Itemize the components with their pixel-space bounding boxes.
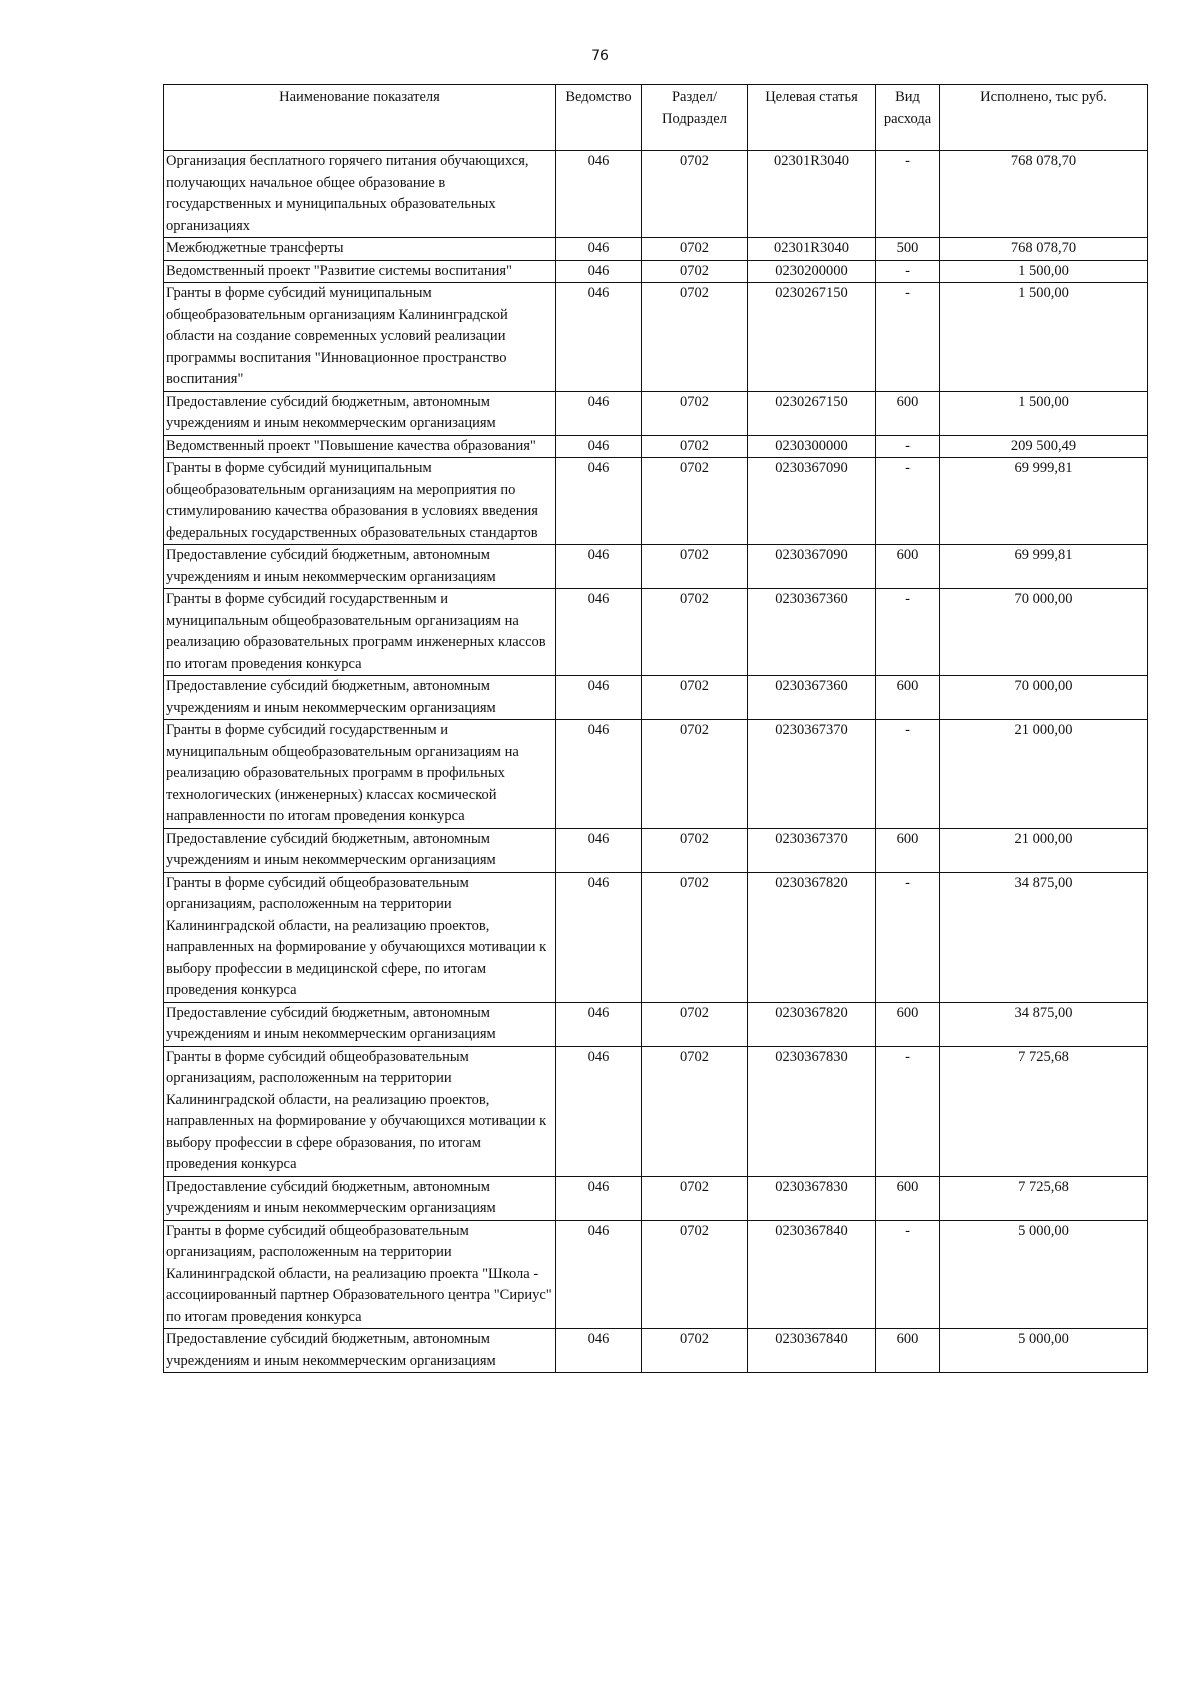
row-amount-cell: 768 078,70 <box>940 238 1148 261</box>
header-department: Ведомство <box>556 85 642 151</box>
table-row <box>164 151 1148 238</box>
row-amount-cell: 1 500,00 <box>940 260 1148 283</box>
row-department-cell: 046 <box>556 1176 642 1220</box>
row-department-cell: 046 <box>556 720 642 829</box>
row-expense-type-cell: - <box>876 151 940 238</box>
row-expense-type-cell: - <box>876 260 940 283</box>
header-executed-amount: Исполнено, тыс руб. <box>940 85 1148 151</box>
row-department-cell: 046 <box>556 238 642 261</box>
row-department-cell: 046 <box>556 828 642 872</box>
row-name-cell: Гранты в форме субсидий муниципальным общеобразовательным организациям Калининградской области на создание современных условий реализации программы воспитания "Инновационное пространство воспитания" <box>164 283 556 392</box>
table-row <box>164 391 1148 435</box>
row-name-cell: Предоставление субсидий бюджетным, автономным учреждениям и иным некоммерческим организациям <box>164 828 556 872</box>
row-amount-cell: 1 500,00 <box>940 391 1148 435</box>
row-name-cell: Организация бесплатного горячего питания обучающихся, получающих начальное общее образование в государственных и муниципальных образовательных организациях <box>164 151 556 238</box>
row-amount-cell: 5 000,00 <box>940 1220 1148 1329</box>
table-row <box>164 283 1148 392</box>
table-row <box>164 435 1148 458</box>
row-amount-cell: 70 000,00 <box>940 676 1148 720</box>
row-target-item-cell: 02301R3040 <box>748 238 876 261</box>
row-department-cell: 046 <box>556 545 642 589</box>
row-expense-type-cell: 600 <box>876 1329 940 1373</box>
row-target-item-cell: 0230367820 <box>748 1002 876 1046</box>
table-row <box>164 238 1148 261</box>
row-section-cell: 0702 <box>642 391 748 435</box>
row-section-cell: 0702 <box>642 589 748 676</box>
row-expense-type-cell: 600 <box>876 676 940 720</box>
row-section-cell: 0702 <box>642 1220 748 1329</box>
row-target-item-cell: 0230267150 <box>748 283 876 392</box>
row-department-cell: 046 <box>556 1002 642 1046</box>
header-section: Раздел/ Подраздел <box>642 85 748 151</box>
row-name-cell: Ведомственный проект "Повышение качества образования" <box>164 435 556 458</box>
row-expense-type-cell: - <box>876 872 940 1002</box>
row-section-cell: 0702 <box>642 676 748 720</box>
row-target-item-cell: 0230367820 <box>748 872 876 1002</box>
row-section-cell: 0702 <box>642 545 748 589</box>
row-section-cell: 0702 <box>642 828 748 872</box>
row-expense-type-cell: 600 <box>876 545 940 589</box>
row-target-item-cell: 0230367840 <box>748 1220 876 1329</box>
row-amount-cell: 768 078,70 <box>940 151 1148 238</box>
row-name-cell: Гранты в форме субсидий общеобразовательным организациям, расположенным на территории Калининградской области, на реализацию проектов, направленных на формирование у обучающихся мотивации к выбору профессии в сфере образования, по итогам проведения конкурса <box>164 1046 556 1176</box>
row-expense-type-cell: - <box>876 435 940 458</box>
row-name-cell: Предоставление субсидий бюджетным, автономным учреждениям и иным некоммерческим организациям <box>164 545 556 589</box>
row-section-cell: 0702 <box>642 1329 748 1373</box>
row-expense-type-cell: - <box>876 458 940 545</box>
row-section-cell: 0702 <box>642 238 748 261</box>
table-body <box>164 151 1148 1373</box>
row-amount-cell: 34 875,00 <box>940 1002 1148 1046</box>
row-section-cell: 0702 <box>642 872 748 1002</box>
row-section-cell: 0702 <box>642 260 748 283</box>
row-target-item-cell: 0230267150 <box>748 391 876 435</box>
row-department-cell: 046 <box>556 1329 642 1373</box>
row-name-cell: Гранты в форме субсидий государственным и муниципальным общеобразовательным организациям на реализацию образовательных программ в профильных технологических (инженерных) классах космической направленности по итогам проведения конкурса <box>164 720 556 829</box>
row-department-cell: 046 <box>556 589 642 676</box>
row-amount-cell: 7 725,68 <box>940 1176 1148 1220</box>
row-target-item-cell: 0230367360 <box>748 676 876 720</box>
row-name-cell: Предоставление субсидий бюджетным, автономным учреждениям и иным некоммерческим организациям <box>164 1002 556 1046</box>
row-name-cell: Межбюджетные трансферты <box>164 238 556 261</box>
row-amount-cell: 1 500,00 <box>940 283 1148 392</box>
row-amount-cell: 21 000,00 <box>940 828 1148 872</box>
header-target-item: Целевая статья <box>748 85 876 151</box>
row-expense-type-cell: 600 <box>876 1002 940 1046</box>
budget-table <box>163 84 1148 1373</box>
table-row <box>164 872 1148 1002</box>
row-name-cell: Предоставление субсидий бюджетным, автономным учреждениям и иным некоммерческим организациям <box>164 391 556 435</box>
row-target-item-cell: 0230367360 <box>748 589 876 676</box>
table-row <box>164 260 1148 283</box>
row-section-cell: 0702 <box>642 151 748 238</box>
row-section-cell: 0702 <box>642 720 748 829</box>
row-expense-type-cell: - <box>876 720 940 829</box>
row-department-cell: 046 <box>556 872 642 1002</box>
table-row <box>164 545 1148 589</box>
row-expense-type-cell: 500 <box>876 238 940 261</box>
row-expense-type-cell: - <box>876 1046 940 1176</box>
row-amount-cell: 5 000,00 <box>940 1329 1148 1373</box>
table-row <box>164 1046 1148 1176</box>
row-amount-cell: 209 500,49 <box>940 435 1148 458</box>
row-expense-type-cell: 600 <box>876 391 940 435</box>
row-target-item-cell: 02301R3040 <box>748 151 876 238</box>
row-department-cell: 046 <box>556 676 642 720</box>
row-name-cell: Предоставление субсидий бюджетным, автономным учреждениям и иным некоммерческим организациям <box>164 676 556 720</box>
row-target-item-cell: 0230300000 <box>748 435 876 458</box>
row-department-cell: 046 <box>556 1046 642 1176</box>
row-name-cell: Предоставление субсидий бюджетным, автономным учреждениям и иным некоммерческим организациям <box>164 1329 556 1373</box>
row-department-cell: 046 <box>556 260 642 283</box>
row-department-cell: 046 <box>556 435 642 458</box>
row-target-item-cell: 0230367370 <box>748 720 876 829</box>
row-section-cell: 0702 <box>642 283 748 392</box>
row-amount-cell: 69 999,81 <box>940 458 1148 545</box>
table-row <box>164 458 1148 545</box>
row-section-cell: 0702 <box>642 1046 748 1176</box>
row-department-cell: 046 <box>556 283 642 392</box>
row-expense-type-cell: - <box>876 283 940 392</box>
row-amount-cell: 7 725,68 <box>940 1046 1148 1176</box>
row-target-item-cell: 0230367830 <box>748 1176 876 1220</box>
row-name-cell: Гранты в форме субсидий муниципальным общеобразовательным организациям на мероприятия по стимулированию качества образования в условиях введения федеральных государственных образовательных стандартов <box>164 458 556 545</box>
row-department-cell: 046 <box>556 1220 642 1329</box>
row-section-cell: 0702 <box>642 1176 748 1220</box>
row-target-item-cell: 0230367090 <box>748 545 876 589</box>
row-department-cell: 046 <box>556 458 642 545</box>
row-section-cell: 0702 <box>642 458 748 545</box>
page-number: 76 <box>591 48 609 64</box>
row-expense-type-cell: - <box>876 1220 940 1329</box>
row-expense-type-cell: - <box>876 589 940 676</box>
row-name-cell: Гранты в форме субсидий общеобразовательным организациям, расположенным на территории Калининградской области, на реализацию проектов, направленных на формирование у обучающихся мотивации к выбору профессии в медицинской сфере, по итогам проведения конкурса <box>164 872 556 1002</box>
row-amount-cell: 70 000,00 <box>940 589 1148 676</box>
row-name-cell: Гранты в форме субсидий общеобразовательным организациям, расположенным на территории Калининградской области, на реализацию проекта "Школа - ассоциированный партнер Образовательного центра "Сириус" по итогам проведения конкурса <box>164 1220 556 1329</box>
table-row <box>164 828 1148 872</box>
table-row <box>164 1220 1148 1329</box>
row-amount-cell: 69 999,81 <box>940 545 1148 589</box>
row-name-cell: Предоставление субсидий бюджетным, автономным учреждениям и иным некоммерческим организациям <box>164 1176 556 1220</box>
row-expense-type-cell: 600 <box>876 1176 940 1220</box>
table-row <box>164 589 1148 676</box>
row-department-cell: 046 <box>556 391 642 435</box>
table-row <box>164 720 1148 829</box>
table-row <box>164 676 1148 720</box>
row-target-item-cell: 0230367090 <box>748 458 876 545</box>
row-target-item-cell: 0230367840 <box>748 1329 876 1373</box>
table-row <box>164 1329 1148 1373</box>
row-target-item-cell: 0230367830 <box>748 1046 876 1176</box>
row-section-cell: 0702 <box>642 1002 748 1046</box>
row-amount-cell: 21 000,00 <box>940 720 1148 829</box>
row-target-item-cell: 0230367370 <box>748 828 876 872</box>
row-name-cell: Гранты в форме субсидий государственным и муниципальным общеобразовательным организациям на реализацию образовательных программ инженерных классов по итогам проведения конкурса <box>164 589 556 676</box>
row-name-cell: Ведомственный проект "Развитие системы воспитания" <box>164 260 556 283</box>
row-amount-cell: 34 875,00 <box>940 872 1148 1002</box>
table-header-row <box>164 85 1148 151</box>
row-section-cell: 0702 <box>642 435 748 458</box>
table-row <box>164 1002 1148 1046</box>
row-target-item-cell: 0230200000 <box>748 260 876 283</box>
row-department-cell: 046 <box>556 151 642 238</box>
header-name: Наименование показателя <box>164 85 556 151</box>
header-expense-type: Вид расхода <box>876 85 940 151</box>
row-expense-type-cell: 600 <box>876 828 940 872</box>
table-row <box>164 1176 1148 1220</box>
